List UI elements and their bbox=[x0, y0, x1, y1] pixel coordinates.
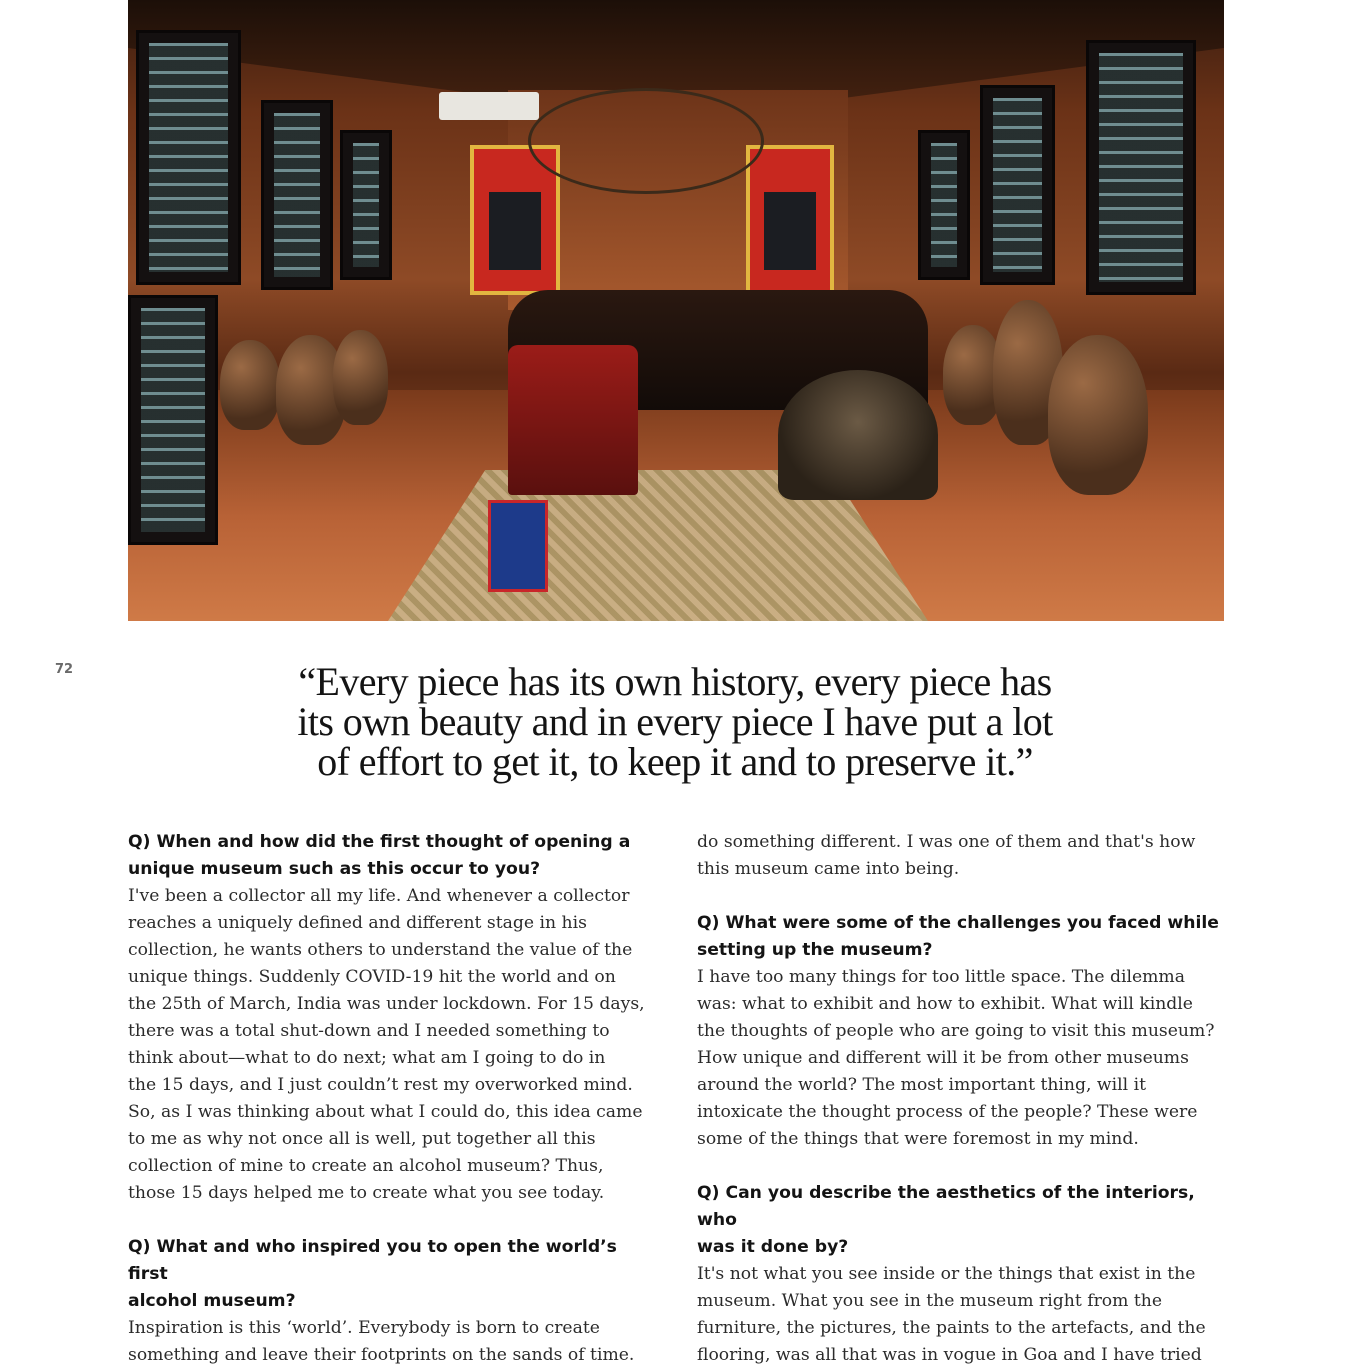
photo-display-case bbox=[128, 295, 218, 545]
question-line: alcohol museum? bbox=[128, 1291, 296, 1311]
answer-line: the thoughts of people who are going to visit this museum? bbox=[697, 1021, 1215, 1041]
answer-line: there was a total shut-down and I needed something to bbox=[128, 1021, 610, 1041]
answer-line: the 15 days, and I just couldn’t rest my overworked mind. bbox=[128, 1075, 633, 1095]
answer-line: some of the things that were foremost in my mind. bbox=[697, 1129, 1139, 1149]
question-4 bbox=[697, 1180, 1222, 1261]
photo-glass-cabinet bbox=[261, 100, 333, 290]
pull-quote bbox=[230, 659, 1120, 784]
question-line: was it done by? bbox=[697, 1237, 849, 1257]
page-number: 72 bbox=[55, 662, 74, 677]
question-2 bbox=[128, 1234, 658, 1315]
photo-glass-cabinet bbox=[1086, 40, 1196, 295]
photo-glass-cabinet bbox=[136, 30, 241, 285]
answer-line: museum. What you see in the museum right from the bbox=[697, 1291, 1163, 1311]
paragraph-gap bbox=[128, 1207, 658, 1234]
left-column bbox=[128, 829, 658, 1369]
question-line: Q) When and how did the first thought of opening a bbox=[128, 832, 631, 852]
photo-air-conditioner bbox=[439, 92, 539, 120]
pull-quote-line: its own beauty and in every piece I have put a lot bbox=[297, 699, 1053, 744]
answer-line: unique things. Suddenly COVID-19 hit the world and on bbox=[128, 967, 616, 987]
answer-line: So, as I was thinking about what I could do, this idea came bbox=[128, 1102, 643, 1122]
answer-line: this museum came into being. bbox=[697, 859, 960, 879]
question-3 bbox=[697, 910, 1222, 964]
paragraph-gap bbox=[697, 1153, 1222, 1180]
answer-3 bbox=[697, 964, 1222, 1153]
answer-line: intoxicate the thought process of the people? These were bbox=[697, 1102, 1198, 1122]
photo-antique-cart bbox=[778, 370, 938, 500]
question-line: Q) Can you describe the aesthetics of the interiors, who bbox=[697, 1183, 1195, 1230]
photo-copper-pot bbox=[1048, 335, 1148, 495]
answer-line: the 25th of March, India was under lockdown. For 15 days, bbox=[128, 994, 645, 1014]
photo-chandelier bbox=[528, 88, 764, 194]
answer-line: think about—what to do next; what am I going to do in bbox=[128, 1048, 606, 1068]
question-line: setting up the museum? bbox=[697, 940, 933, 960]
photo-copper-pot bbox=[220, 340, 280, 430]
photo-red-painting bbox=[746, 145, 834, 295]
right-column bbox=[697, 829, 1222, 1369]
answer-line: collection, he wants others to understand the value of the bbox=[128, 940, 633, 960]
answer-4 bbox=[697, 1261, 1222, 1369]
photo-blue-box bbox=[488, 500, 548, 592]
answer-line: I have too many things for too little space. The dilemma bbox=[697, 967, 1185, 987]
photo-glass-cabinet bbox=[918, 130, 970, 280]
answer-line: around the world? The most important thing, will it bbox=[697, 1075, 1146, 1095]
museum-interior-photo bbox=[128, 0, 1224, 621]
answer-2 bbox=[128, 1315, 658, 1369]
answer-line: I've been a collector all my life. And whenever a collector bbox=[128, 886, 630, 906]
answer-line: It's not what you see inside or the things that exist in the bbox=[697, 1264, 1196, 1284]
question-line: Q) What were some of the challenges you faced while bbox=[697, 913, 1219, 933]
photo-glass-cabinet bbox=[980, 85, 1055, 285]
answer-2-continued bbox=[697, 829, 1222, 883]
paragraph-gap bbox=[697, 883, 1222, 910]
answer-line: collection of mine to create an alcohol museum? Thus, bbox=[128, 1156, 604, 1176]
question-line: Q) What and who inspired you to open the world’s first bbox=[128, 1237, 617, 1284]
photo-copper-pot bbox=[333, 330, 388, 425]
answer-line: do something different. I was one of them and that's how bbox=[697, 832, 1196, 852]
answer-line: to me as why not once all is well, put together all this bbox=[128, 1129, 596, 1149]
answer-line: Inspiration is this ‘world’. Everybody is born to create bbox=[128, 1318, 600, 1338]
answer-line: How unique and different will it be from other museums bbox=[697, 1048, 1189, 1068]
photo-glass-cabinet bbox=[340, 130, 392, 280]
question-line: unique museum such as this occur to you? bbox=[128, 859, 541, 879]
photo-rickshaw bbox=[508, 345, 638, 495]
answer-line: something and leave their footprints on the sands of time. bbox=[128, 1345, 635, 1365]
answer-line: was: what to exhibit and how to exhibit. What will kindle bbox=[697, 994, 1193, 1014]
pull-quote-line: “Every piece has its own history, every piece has bbox=[298, 659, 1052, 704]
question-1 bbox=[128, 829, 658, 883]
pull-quote-line: of effort to get it, to keep it and to preserve it.” bbox=[317, 739, 1033, 784]
answer-line: furniture, the pictures, the paints to the artefacts, and the bbox=[697, 1318, 1206, 1338]
answer-line: those 15 days helped me to create what you see today. bbox=[128, 1183, 605, 1203]
answer-line: flooring, was all that was in vogue in Goa and I have tried bbox=[697, 1345, 1202, 1365]
answer-line: reaches a uniquely defined and different stage in his bbox=[128, 913, 587, 933]
answer-1 bbox=[128, 883, 658, 1207]
